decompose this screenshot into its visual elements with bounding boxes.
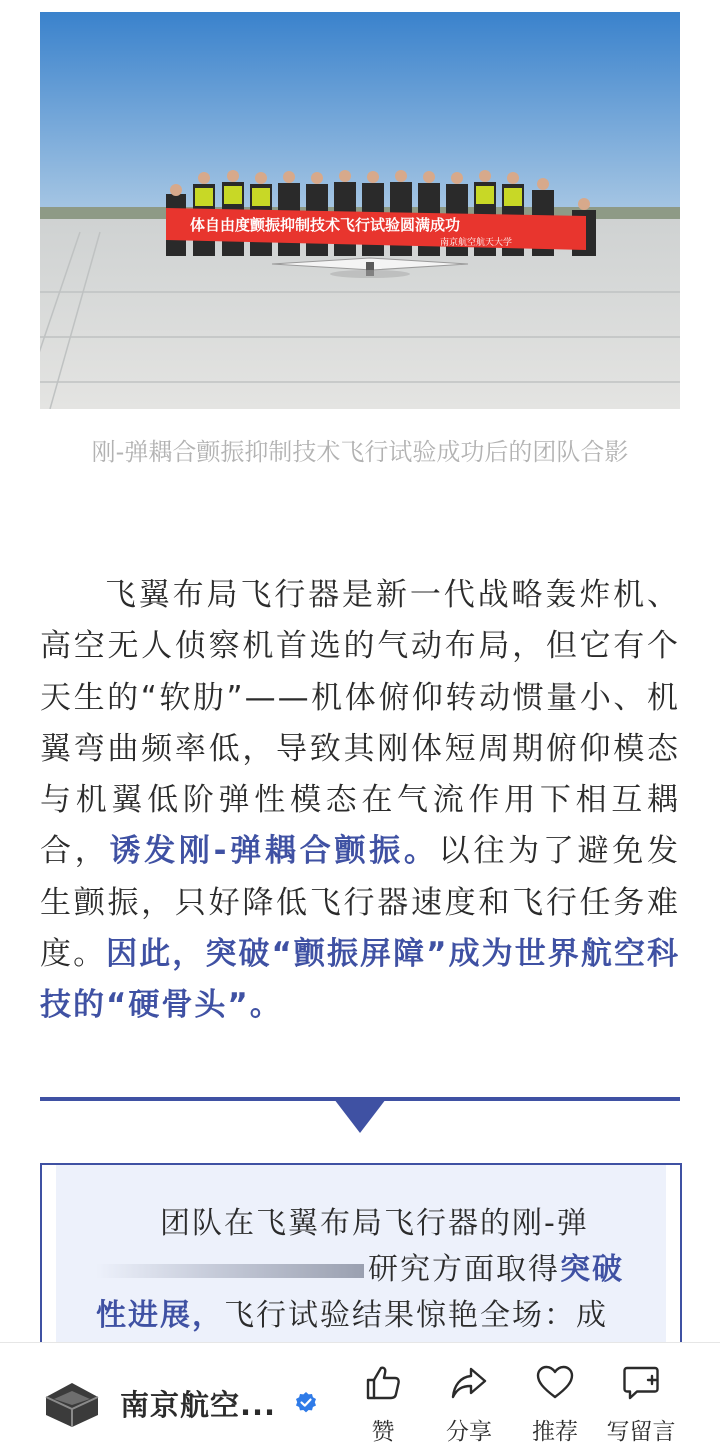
verified-badge-icon [294,1391,318,1415]
recommend-button[interactable] [510,1363,600,1446]
quote-text-2: 研究方面取得 [368,1252,560,1287]
paragraph-text-2: 以往为了避免发生颤振，只好降低飞行器速度和飞行任务难度。 [40,833,681,973]
share-button[interactable] [424,1363,514,1446]
like-button[interactable] [338,1363,428,1446]
share-label: 分享 [446,1419,492,1445]
recommend-label: 推荐 [532,1419,578,1445]
banner-org-text: 南京航空航天大学 [440,238,513,248]
quote-text-3: 飞行试验结果惊艳全场：成 [224,1298,608,1333]
heart-icon [535,1363,575,1403]
account-avatar[interactable] [42,1371,102,1431]
paragraph-highlight-2: 因此，突破“颤振屏障”成为世界航空科技的“硬骨头”。 [40,936,681,1024]
logo-icon [42,1371,102,1431]
write-comment-label: 写留言 [606,1419,676,1445]
quote-highlight: 突破性进展， [96,1252,624,1333]
article-photo[interactable] [40,12,680,409]
team-photo-image [40,12,680,409]
account-name[interactable]: 南京航空... [120,1388,277,1422]
article-paragraph [40,570,680,1032]
photo-caption: 刚-弹耦合颤振抑制技术飞行试验成功后的团队合影 [91,438,629,466]
divider-arrow-icon [334,1099,386,1133]
paragraph-highlight-1: 诱发刚-弹耦合颤振。 [109,833,439,870]
blurred-text-strip [96,1264,364,1278]
bottom-action-bar [0,1342,720,1456]
paragraph-text-1: 飞翼布局飞行器是新一代战略轰炸机、高空无人侦察机首选的气动布局，但它有个天生的“软肋”——机体俯仰转动惯量小、机翼弯曲频率低，导致其刚体短周期俯仰模态与机翼低阶弹性模态在气流作用下相互耦合， [40,577,680,870]
share-icon [449,1363,489,1403]
write-comment-button[interactable] [596,1363,686,1446]
quote-text [96,1201,626,1339]
banner-main-text: 体自由度颤振抑制技术飞行试验圆满成功 [190,216,461,234]
like-label: 赞 [371,1419,395,1445]
comment-icon [621,1363,661,1403]
quote-text-1: 团队在飞翼布局飞行器的刚-弹 [160,1206,589,1241]
thumbs-up-icon [363,1363,403,1403]
